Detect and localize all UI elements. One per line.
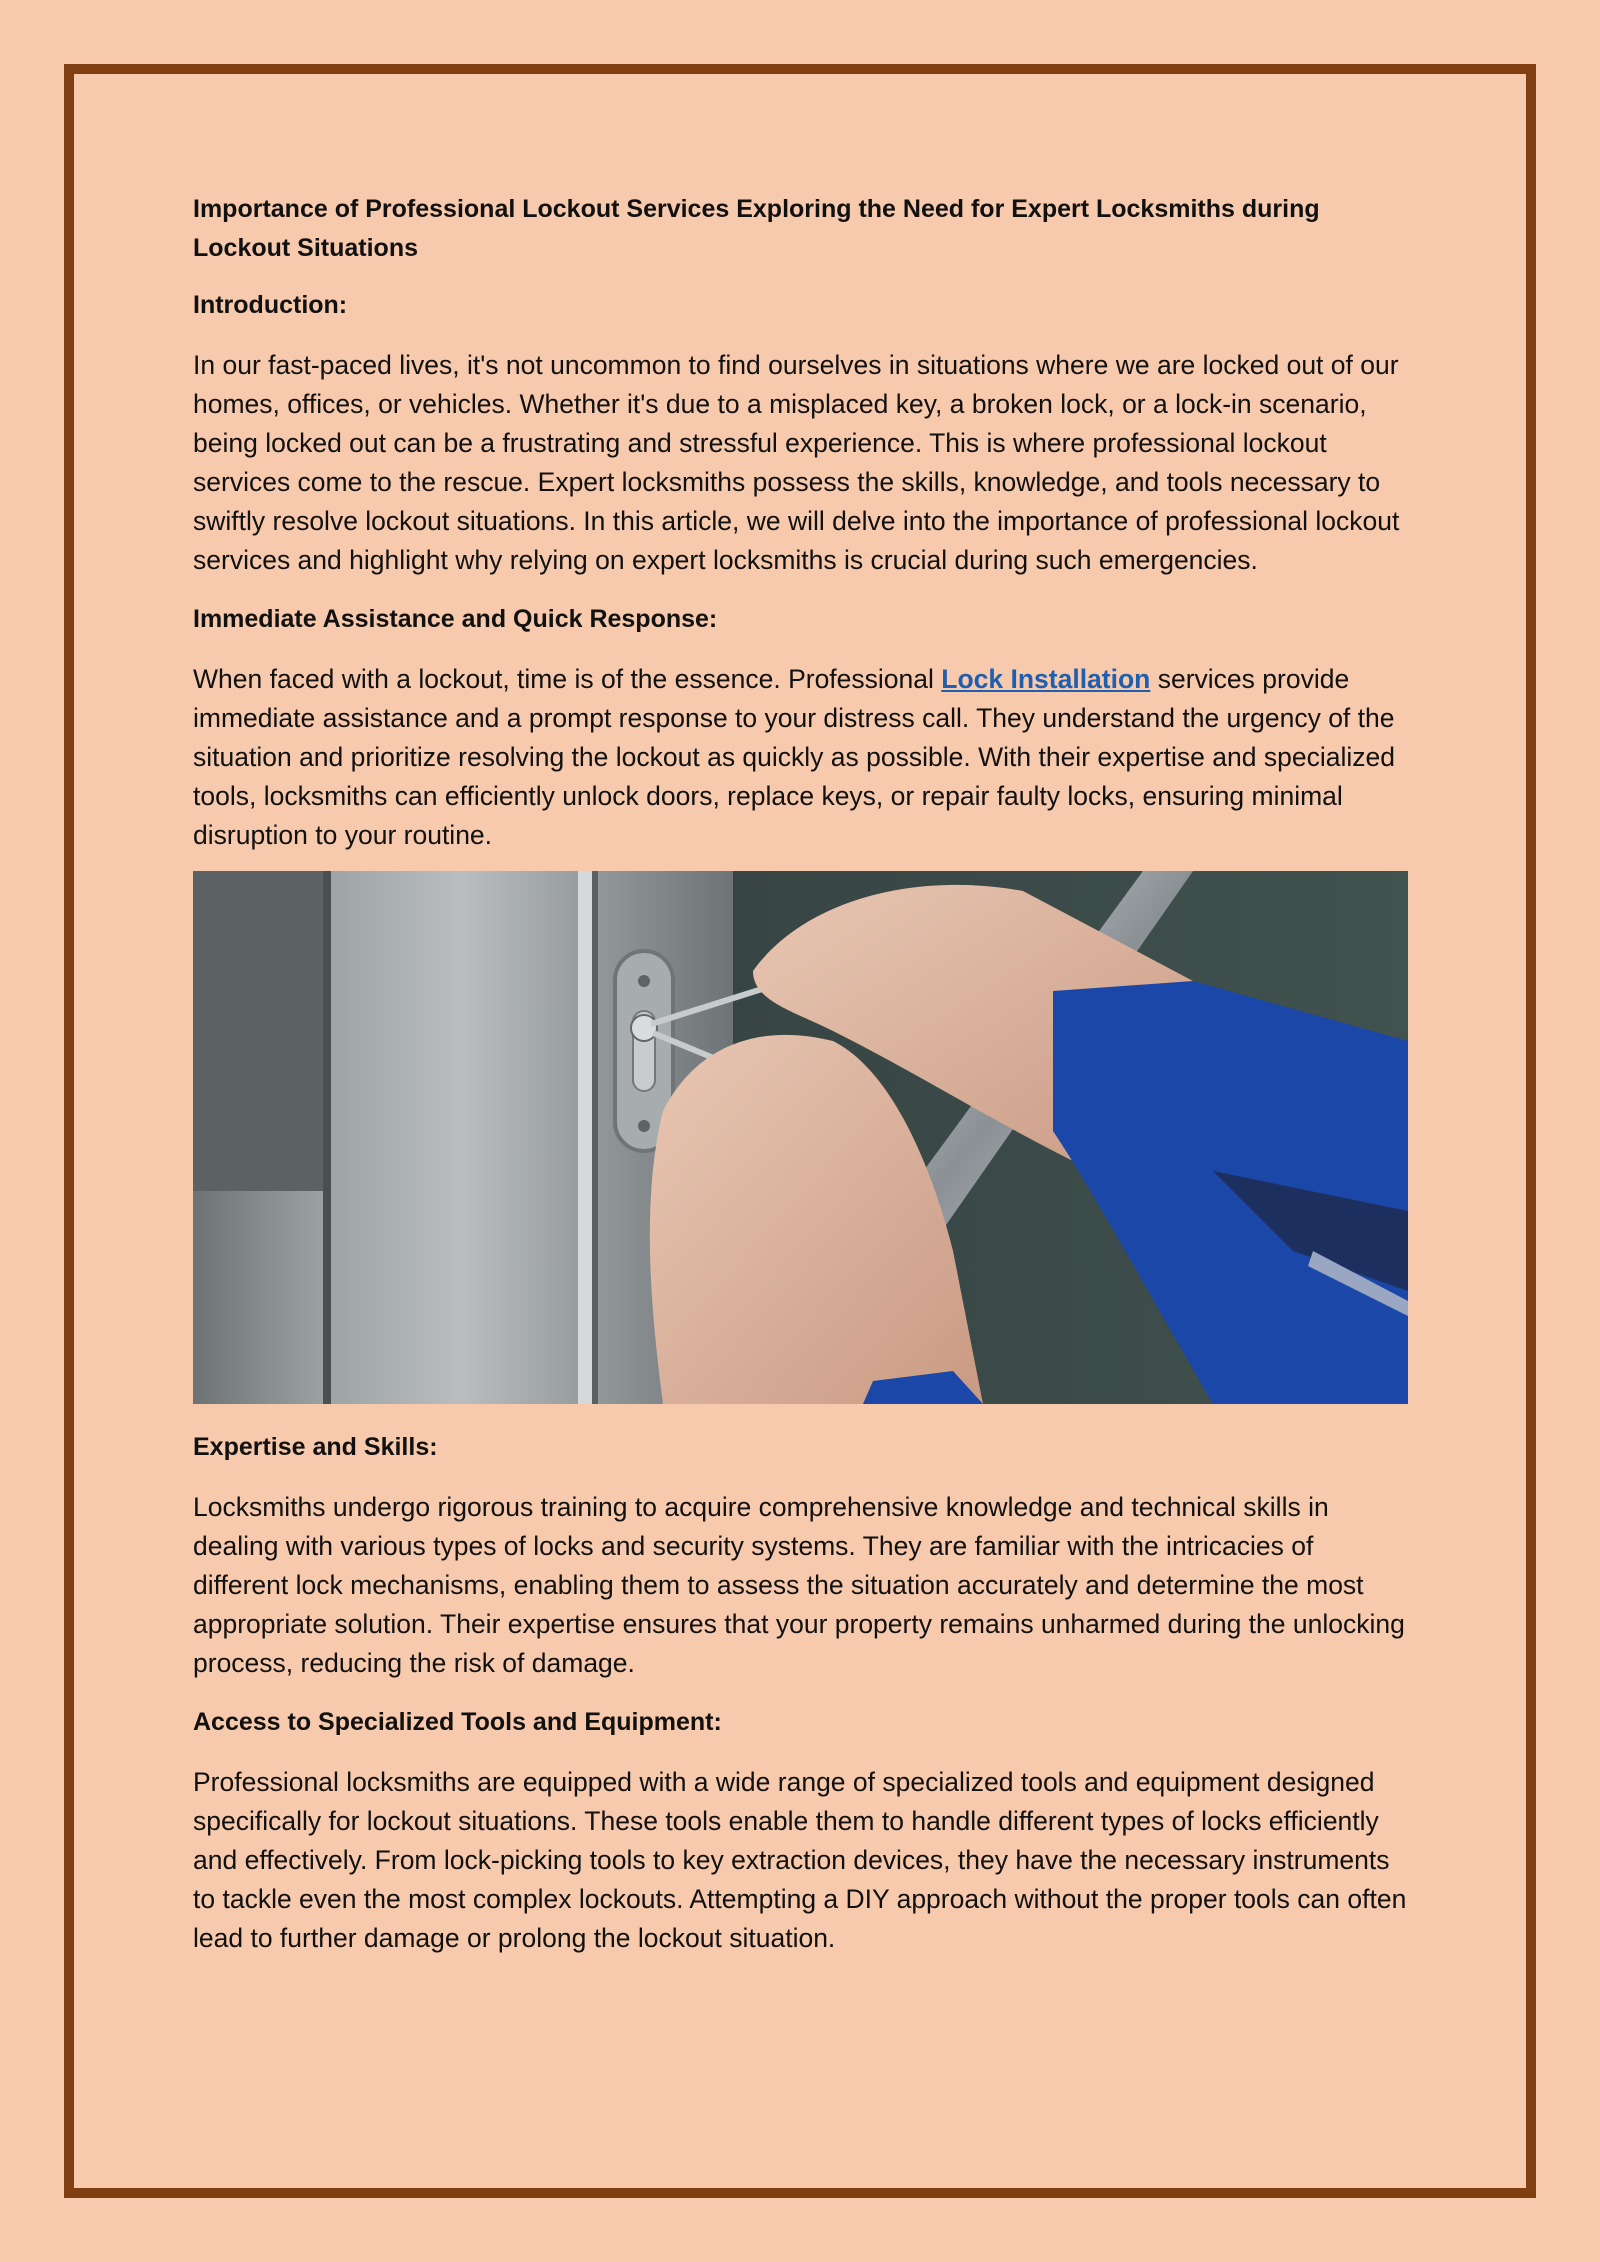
locksmith-photo <box>193 871 1408 1404</box>
article <box>193 190 1408 1978</box>
immediate-text-after: services provide immediate assistance and a prompt response to your distress call. They understand the urgency of the situation and prioritize resolving the lockout as quickly as possible. With their expertise and specialized tools, locksmiths can efficiently unlock doors, replace keys, or repair faulty locks, ensuring minimal disruption to your routine. <box>193 664 1395 850</box>
immediate-assistance-paragraph <box>193 660 1408 855</box>
tools-paragraph: Professional locksmiths are equipped with a wide range of specialized tools and equipment designed specifically for lockout situations. These tools enable them to handle different types of locks efficiently and effectively. From lock-picking tools to key extraction devices, they have the necessary instruments to tackle even the most complex lockouts. Attempting a DIY approach without the proper tools can often lead to further damage or prolong the lockout situation. <box>193 1767 1407 1953</box>
immediate-assistance-heading: Immediate Assistance and Quick Response: <box>193 605 718 633</box>
lock-installation-link[interactable]: Lock Installation <box>941 664 1151 694</box>
expertise-heading: Expertise and Skills: <box>193 1433 438 1461</box>
expertise-paragraph: Locksmiths undergo rigorous training to acquire comprehensive knowledge and technical skills in dealing with various types of locks and security systems. They are familiar with the intricacies of different lock mechanisms, enabling them to assess the situation accurately and determine the most appropriate solution. Their expertise ensures that your property remains unharmed during the unlocking process, reducing the risk of damage. <box>193 1492 1405 1678</box>
tools-heading: Access to Specialized Tools and Equipment: <box>193 1708 722 1736</box>
intro-heading: Introduction: <box>193 291 348 319</box>
immediate-text-before: When faced with a lockout, time is of the essence. Professional <box>193 664 942 694</box>
intro-paragraph: In our fast-paced lives, it's not uncommon to find ourselves in situations where we are locked out of our homes, offices, or vehicles. Whether it's due to a misplaced key, a broken lock, or a lock-in scenario, being locked out can be a frustrating and stressful experience. This is where professional lockout services come to the rescue. Expert locksmiths possess the skills, knowledge, and tools necessary to swiftly resolve lockout situations. In this article, we will delve into the importance of professional lockout services and highlight why relying on expert locksmiths is crucial during such emergencies. <box>193 350 1400 575</box>
article-title: Importance of Professional Lockout Services Exploring the Need for Expert Locksmiths during Lockout Situations <box>193 195 1320 262</box>
